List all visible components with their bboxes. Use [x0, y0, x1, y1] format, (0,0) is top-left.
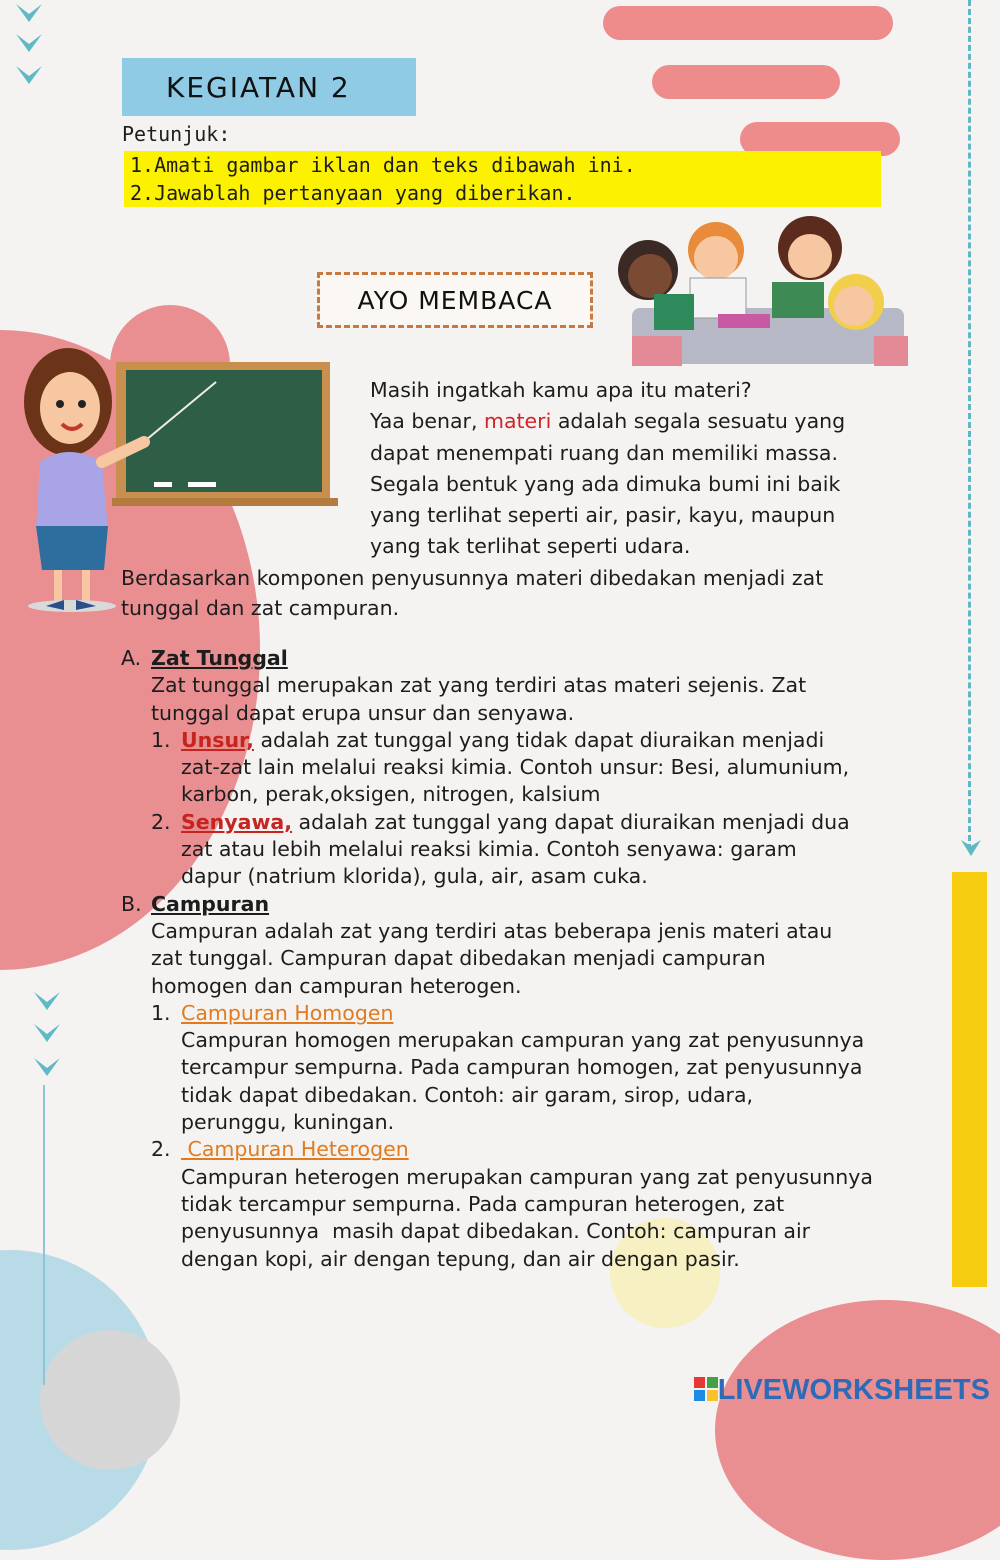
intro-line: Yaa benar, materi adalah segala sesuatu yang	[370, 409, 846, 434]
keyword-materi: materi	[483, 409, 552, 434]
section-b-heading: B. Campuran	[121, 891, 270, 916]
page-title-text: KEGIATAN 2	[166, 70, 351, 104]
liveworksheets-logo-icon	[694, 1377, 718, 1401]
section-a	[121, 645, 901, 1273]
intro-line: yang terlihat seperti air, pasir, kayu, maupun	[370, 503, 836, 528]
intro-line: Segala bentuk yang ada dimuka bumi ini baik	[370, 471, 841, 496]
chevron-down-icon	[14, 2, 44, 100]
section-b-desc: Campuran adalah zat yang terdiri atas beberapa jenis materi atau	[151, 918, 833, 943]
instructions-label: Petunjuk:	[122, 122, 231, 146]
decor-pill-2	[652, 65, 840, 99]
term-unsur: Unsur,	[181, 727, 254, 752]
decor-blob-bottom-right	[715, 1300, 1000, 1560]
decor-dashed-line-right	[968, 0, 971, 850]
intro-line: dapat menempati ruang dan memiliki massa.	[370, 440, 838, 465]
intro-line: Berdasarkan komponen penyusunnya materi dibedakan menjadi zat	[121, 566, 824, 590]
decor-blob-bottom-gray	[40, 1330, 180, 1470]
intro-line: Masih ingatkah kamu apa itu materi?	[370, 378, 752, 402]
section-a-desc: Zat tunggal merupakan zat yang terdiri atas materi sejenis. Zat	[151, 673, 807, 698]
instruction-item: 2.Jawablah pertanyaan yang diberikan.	[130, 181, 576, 205]
section-a-heading: A. Zat Tunggal	[121, 646, 288, 670]
term-senyawa: Senyawa,	[181, 809, 293, 834]
intro-line: yang tak terlihat seperti udara.	[370, 534, 691, 559]
term-campuran-homogen: Campuran Homogen	[181, 1000, 394, 1025]
chevron-down-icon	[32, 990, 62, 1088]
intro-paragraph-continued	[121, 563, 901, 623]
list-item: 1. Unsur, adalah zat tunggal yang tidak dapat diuraikan menjadi zat-zat lain melalui reaksi kimia. Contoh unsur: Besi, alumunium, karbon, perak,oksigen, nitrogen, kalsium	[151, 727, 850, 807]
section-b-desc: zat tunggal. Campuran dapat dibedakan menjadi campuran	[151, 946, 766, 971]
instruction-item: 1.Amati gambar iklan dan teks dibawah ini.	[130, 153, 636, 177]
intro-paragraph	[370, 375, 910, 563]
section-label-ayo-membaca: AYO MEMBACA	[317, 272, 593, 328]
liveworksheets-watermark: LIVEWORKSHEETS	[694, 1374, 990, 1407]
decor-yellow-bar	[952, 872, 987, 1287]
section-a-desc: tunggal dapat erupa unsur dan senyawa.	[151, 700, 575, 725]
list-item: 2. Senyawa, adalah zat tunggal yang dapat diuraikan menjadi dua zat atau lebih melalui reaksi kimia. Contoh senyawa: garam dapur (natrium klorida), gula, air, asam cuka.	[151, 809, 850, 889]
page-title	[122, 58, 416, 116]
decor-line-left	[43, 1085, 45, 1385]
decor-pill-1	[603, 6, 893, 40]
instructions-list	[124, 151, 881, 207]
list-item: 2. Campuran Heterogen Campuran heterogen merupakan campuran yang zat penyusunnya tidak tercampur sempurna. Pada campuran heterogen, zat penyusunnya masih dapat dibedakan. Contoh: campuran air dengan kopi, air dengan tepung, dan air dengan pasir.	[151, 1137, 873, 1271]
intro-line: tunggal dan zat campuran.	[121, 596, 400, 620]
term-campuran-heterogen: Campuran Heterogen	[181, 1137, 409, 1162]
list-item: 1. Campuran Homogen Campuran homogen merupakan campuran yang zat penyusunnya tercampur sempurna. Pada campuran homogen, zat penyusunnya tidak dapat dibedakan. Contoh: air garam, sirop, udara, perunggu, kuningan.	[151, 1000, 865, 1135]
arrow-down-icon	[958, 834, 984, 860]
section-b-desc: homogen dan campuran heterogen.	[151, 973, 522, 998]
kids-reading-illustration	[612, 208, 912, 370]
